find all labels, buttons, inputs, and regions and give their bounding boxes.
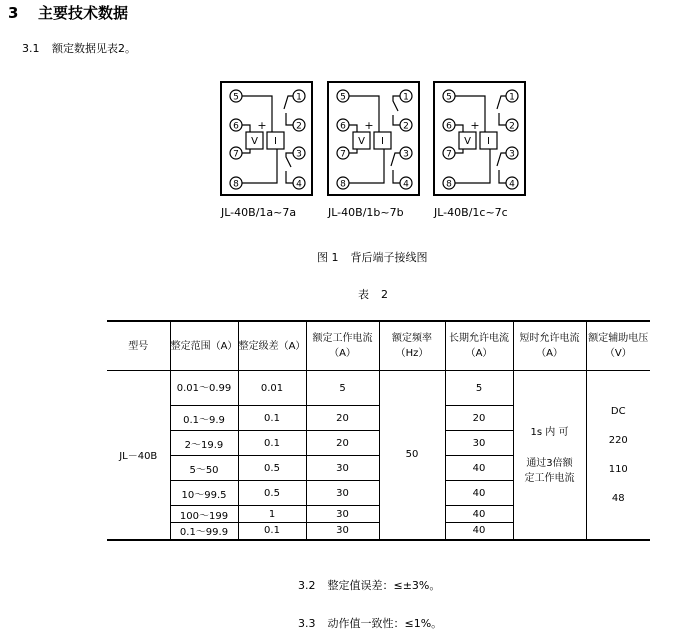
rated-cell: 5 — [306, 371, 379, 406]
long-current-cell: 40 — [445, 481, 513, 506]
paragraph-3-3 — [298, 615, 442, 631]
paragraph-3-2 — [298, 577, 440, 593]
header-range: 整定范围（A） — [170, 321, 238, 371]
aux-voltage-cell — [586, 371, 650, 540]
section-title: 主要技术数据 — [38, 4, 129, 22]
terminal-2: 2 — [403, 121, 409, 132]
terminal-6: 6 — [233, 121, 239, 132]
para-number: 3.2 — [298, 579, 316, 592]
para-text: 额定数据见表2。 — [52, 42, 136, 55]
range-cell: 0.01～0.99 — [170, 371, 238, 406]
terminal-1: 1 — [296, 92, 302, 103]
para-number: 3.3 — [298, 617, 316, 630]
long-current-cell: 40 — [445, 506, 513, 523]
table-number: 2 — [381, 288, 390, 301]
terminal-3: 3 — [509, 149, 515, 160]
rated-cell: 30 — [306, 523, 379, 540]
section-heading — [8, 2, 128, 23]
terminal-6: 6 — [340, 121, 346, 132]
rated-cell: 20 — [306, 406, 379, 431]
terminal-3: 3 — [403, 149, 409, 160]
para-text: 整定值误差：≤±3%。 — [327, 579, 441, 592]
table-header-row — [107, 321, 650, 371]
terminal-4: 4 — [296, 179, 302, 190]
current-coil: I — [274, 136, 277, 147]
table-row — [107, 371, 650, 406]
terminal-7: 7 — [340, 149, 346, 160]
range-cell: 10～99.5 — [170, 481, 238, 506]
wiring-diagram-a — [220, 81, 313, 196]
terminal-8: 8 — [233, 179, 239, 190]
para-text: 动作值一致性：≤1%。 — [327, 617, 443, 630]
terminal-4: 4 — [403, 179, 409, 190]
terminal-2: 2 — [296, 121, 302, 132]
voltage-coil: V — [464, 136, 471, 147]
range-cell: 100～199 — [170, 506, 238, 523]
table-label: 表 — [358, 288, 371, 301]
aux-voltage-dc: DC — [610, 405, 626, 417]
range-cell: 0.1～99.9 — [170, 523, 238, 540]
current-coil: I — [487, 136, 490, 147]
diagram-label-a: JL-40B/1a~7a — [221, 206, 297, 219]
rated-data-table — [107, 320, 650, 541]
rated-cell: 30 — [306, 481, 379, 506]
terminal-4: 4 — [509, 179, 515, 190]
header-rated-current: 额定工作电流（A） — [306, 321, 379, 371]
terminal-1: 1 — [403, 92, 409, 103]
header-frequency: 额定频率（Hz） — [379, 321, 445, 371]
header-model: 型号 — [107, 321, 170, 371]
long-current-cell: 40 — [445, 456, 513, 481]
terminal-5: 5 — [233, 92, 239, 103]
step-cell: 0.1 — [238, 406, 306, 431]
figure-title: 背后端子接线图 — [350, 251, 428, 264]
voltage-coil: V — [358, 136, 365, 147]
figure-caption — [317, 249, 428, 265]
terminal-5: 5 — [446, 92, 452, 103]
aux-voltage-220: 220 — [608, 434, 628, 446]
model-cell: JL－40B — [107, 371, 170, 540]
header-step: 整定级差（A） — [238, 321, 306, 371]
plus-sign: + — [257, 119, 267, 132]
rated-cell: 20 — [306, 431, 379, 456]
table-caption — [358, 286, 390, 302]
figure-number: 图 1 — [317, 251, 339, 264]
terminal-7: 7 — [233, 149, 239, 160]
step-cell: 0.01 — [238, 371, 306, 406]
rated-cell: 30 — [306, 506, 379, 523]
header-long-current: 长期允许电流（A） — [445, 321, 513, 371]
range-cell: 2～19.9 — [170, 431, 238, 456]
diagram-label-c: JL-40B/1c~7c — [434, 206, 508, 219]
step-cell: 1 — [238, 506, 306, 523]
range-cell: 0.1～9.9 — [170, 406, 238, 431]
rated-cell: 30 — [306, 456, 379, 481]
terminal-7: 7 — [446, 149, 452, 160]
short-current-line1: 1s 内 可 — [530, 427, 569, 439]
header-aux-voltage: 额定辅助电压（V） — [586, 321, 650, 371]
range-cell: 5～50 — [170, 456, 238, 481]
short-current-cell — [513, 371, 586, 540]
diagram-label-b: JL-40B/1b~7b — [328, 206, 404, 219]
plus-sign: + — [364, 119, 374, 132]
header-short-current: 短时允许电流（A） — [513, 321, 586, 371]
wiring-diagram-c — [433, 81, 526, 196]
long-current-cell: 5 — [445, 371, 513, 406]
aux-voltage-48: 48 — [611, 492, 625, 504]
long-current-cell: 30 — [445, 431, 513, 456]
short-current-line2: 通过3倍额定工作电流 — [524, 458, 575, 485]
terminal-2: 2 — [509, 121, 515, 132]
step-cell: 0.1 — [238, 523, 306, 540]
section-number: 3 — [8, 4, 19, 22]
terminal-3: 3 — [296, 149, 302, 160]
long-current-cell: 20 — [445, 406, 513, 431]
terminal-6: 6 — [446, 121, 452, 132]
step-cell: 0.5 — [238, 456, 306, 481]
voltage-coil: V — [251, 136, 258, 147]
step-cell: 0.5 — [238, 481, 306, 506]
para-number: 3.1 — [22, 42, 40, 55]
frequency-cell: 50 — [379, 371, 445, 540]
terminal-5: 5 — [340, 92, 346, 103]
current-coil: I — [381, 136, 384, 147]
paragraph-3-1 — [22, 40, 136, 56]
terminal-1: 1 — [509, 92, 515, 103]
plus-sign: + — [470, 119, 480, 132]
long-current-cell: 40 — [445, 523, 513, 540]
terminal-8: 8 — [340, 179, 346, 190]
terminal-8: 8 — [446, 179, 452, 190]
aux-voltage-110: 110 — [608, 463, 628, 475]
step-cell: 0.1 — [238, 431, 306, 456]
wiring-diagram-b — [327, 81, 420, 196]
